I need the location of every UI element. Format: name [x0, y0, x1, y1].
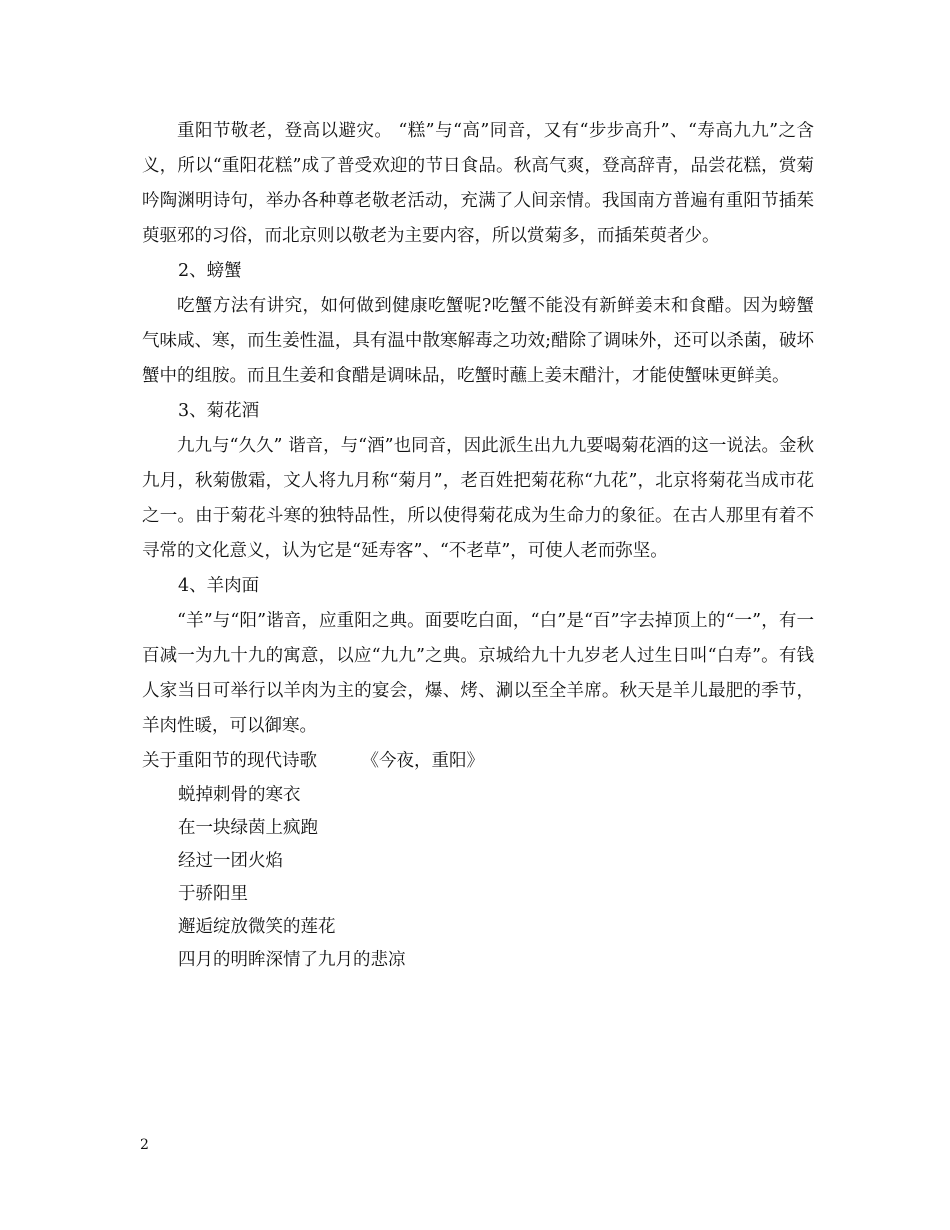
poem-line: 经过一团火焰: [178, 851, 283, 871]
poem-line: 于骄阳里: [178, 884, 248, 904]
page-number: 2: [140, 1137, 149, 1153]
poem-line: 蜕掉刺骨的寒衣: [178, 785, 301, 805]
poem-section-title: 关于重阳节的现代诗歌: [142, 751, 317, 771]
document-body: [142, 114, 814, 977]
paragraph-mutton-noodles: “羊”与“阳”谐音，应重阳之典。面要吃白面，“白”是“百”字去掉顶上的“一”，有一百减一为九十九的寓意，以应“九九”之典。京城给九十九岁老人过生日叫“白寿”。有钱人家当日可举行以羊肉为主的宴会，爆、烤、涮以至全羊席。秋天是羊儿最肥的季节，羊肉性暖，可以御寒。: [142, 611, 814, 736]
poem-title: 《今夜，重阳》: [361, 751, 485, 771]
paragraph-chrysanthemum-wine: 九九与“久久” 谐音，与“酒”也同音，因此派生出九九要喝菊花酒的这一说法。金秋九月，秋菊傲霜，文人将九月称“菊月”，老百姓把菊花称“九花”，北京将菊花当成市花之一。由于菊花斗寒的独特品性，所以使得菊花成为生命力的象征。在古人那里有着不寻常的文化意义，认为它是“延寿客”、“不老草”，可使人老而弥坚。: [142, 436, 814, 561]
poem-header-line: [142, 744, 814, 779]
poem-line: 邂逅绽放微笑的莲花: [178, 917, 336, 937]
paragraph-intro: 重阳节敬老，登高以避灾。 “糕”与“高”同音，又有“步步高升”、“寿高九九”之含义，所以“重阳花糕”成了普受欢迎的节日食品。秋高气爽，登高辞青，品尝花糕，赏菊吟陶渊明诗句，举办各种尊老敬老活动，充满了人间亲情。我国南方普遍有重阳节插茱萸驱邪的习俗，而北京则以敬老为主要内容，所以赏菊多，而插茱萸者少。: [142, 121, 814, 246]
heading-crab: 2、螃蟹: [178, 261, 242, 281]
paragraph-crab: 吃蟹方法有讲究，如何做到健康吃蟹呢?吃蟹不能没有新鲜姜末和食醋。因为螃蟹气味咸、寒，而生姜性温，具有温中散寒解毒之功效;醋除了调味外，还可以杀菌，破坏蟹中的组胺。而且生姜和食醋是调味品，吃蟹时蘸上姜末醋汁，才能使蟹味更鲜美。: [142, 296, 814, 386]
heading-chrysanthemum-wine: 3、菊花酒: [178, 401, 260, 421]
poem-body: [142, 779, 814, 977]
heading-mutton-noodles: 4、羊肉面: [178, 576, 260, 596]
poem-line: 四月的明眸深情了九月的悲凉: [178, 950, 406, 970]
poem-line: 在一块绿茵上疯跑: [178, 818, 318, 838]
